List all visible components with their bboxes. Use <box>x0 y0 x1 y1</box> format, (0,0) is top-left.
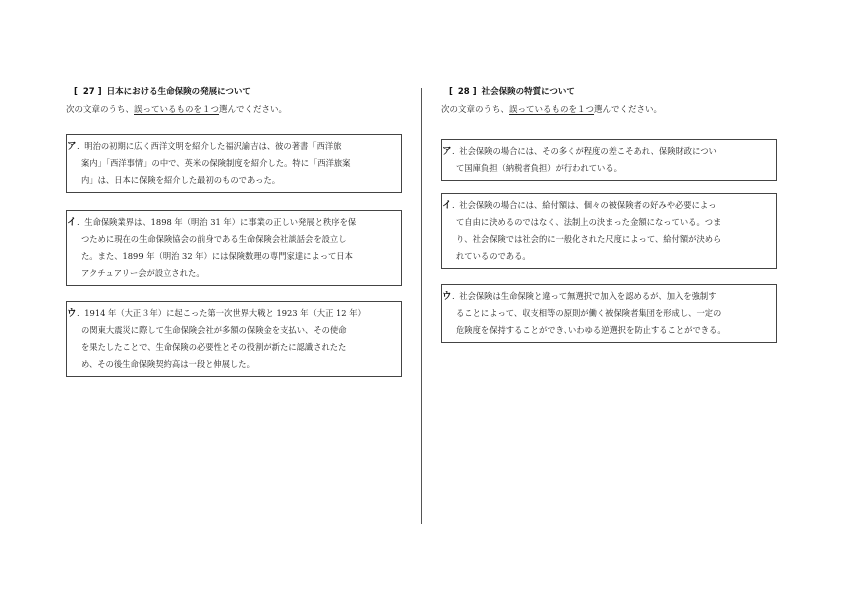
choice-u-box[interactable]: ウ. 1914 年（大正３年）に起こった第一次世界大戦と 1923 年（大正 12 年） の関東大震災に際して生命保険会社が多額の保険金を支払い、その使命 を果たしたことで、生命保険の必要性とその役割が新たに認識されたた め、その後生命保険契約高は一段と伸展した。 <box>66 301 402 377</box>
choice-line: て自由に決めるのではなく、法制上の決まった金額になっている。つま <box>456 217 722 227</box>
question-title-text: 日本における生命保険の発展について <box>106 87 251 97</box>
choice-line: た。また、1899 年（明治 32 年）には保険数理の専門家達によって日本 <box>81 251 353 261</box>
choice-line: の関東大震災に際して生命保険会社が多額の保険金を支払い、その使命 <box>81 325 347 335</box>
choice-label: ウ <box>67 308 77 319</box>
instruction-before: 次の文章のうち、 <box>66 105 135 115</box>
choice-label: ア <box>442 146 452 157</box>
question-number: 28 <box>457 87 470 97</box>
left-question-column <box>66 0 404 596</box>
bracket-open: [ <box>74 87 78 97</box>
bracket-close: ] <box>472 87 477 97</box>
choice-a-box[interactable]: ア. 社会保険の場合には、その多くが程度の差こそあれ、保険財政につい て国庫負担（納税者負担）が行われている。 <box>441 139 777 181</box>
question-27-title <box>74 85 251 97</box>
choice-label: イ <box>442 200 452 211</box>
choice-line: れているのである。 <box>456 251 531 261</box>
choice-line: て国庫負担（納税者負担）が行われている。 <box>456 163 622 173</box>
choice-line: 生命保険業界は、1898 年（明治 31 年）に事業の正しい発展と秩序を保 <box>84 217 357 227</box>
question-28-instruction <box>441 103 662 115</box>
instruction-after: 選んでください。 <box>594 105 663 115</box>
column-divider <box>421 88 422 524</box>
right-question-column <box>441 0 779 596</box>
choice-label: ウ <box>442 291 452 302</box>
choice-line: 社会保険の場合には、その多くが程度の差こそあれ、保険財政につい <box>459 146 717 156</box>
choice-line: を果たしたことで、生命保険の必要性とその役割が新たに認識されたた <box>81 342 347 352</box>
choice-i-box[interactable]: イ. 社会保険の場合には、給付額は、個々の被保険者の好みや必要によっ て自由に決めるのではなく、法制上の決まった金額になっている。つま り、社会保険では社会的に一般化された尺度によって、給付額が決めら れているのである。 <box>441 193 777 269</box>
choice-a-box[interactable]: ア. 明治の初期に広く西洋文明を紹介した福沢諭吉は、彼の著書「西洋旅 案内」「西洋事情」の中で、英米の保険制度を紹介した。特に「西洋旅案 内」は、日本に保険を紹介した最初のものであった。 <box>66 134 402 193</box>
instruction-before: 次の文章のうち、 <box>441 105 510 115</box>
choice-line: つために現在の生命保険協会の前身である生命保険会社談話会を設立し <box>81 234 347 244</box>
question-27-instruction <box>66 103 287 115</box>
question-28-title <box>449 85 575 97</box>
question-number: 27 <box>82 87 95 97</box>
choice-line: 内」は、日本に保険を紹介した最初のものであった。 <box>81 175 281 185</box>
choice-line: 社会保険の場合には、給付額は、個々の被保険者の好みや必要によっ <box>459 200 717 210</box>
choice-line: 社会保険は生命保険と違って無選択で加入を認めるが、加入を強制す <box>459 291 717 301</box>
instruction-emphasis: 誤っているものを１つ <box>509 105 595 115</box>
choice-line: 案内」「西洋事情」の中で、英米の保険制度を紹介した。特に「西洋旅案 <box>81 158 351 168</box>
choice-u-box[interactable]: ウ. 社会保険は生命保険と違って無選択で加入を認めるが、加入を強制す ることによって、収支相等の原則が働く被保険者集団を形成し、一定の 危険度を保持することができ､いわゆる逆選択を防止することができる。 <box>441 284 777 343</box>
choice-line: め、その後生命保険契約高は一段と伸展した。 <box>81 359 255 369</box>
question-title-text: 社会保険の特質について <box>481 87 575 97</box>
choice-label: イ <box>67 217 77 228</box>
choice-line: り、社会保険では社会的に一般化された尺度によって、給付額が決めら <box>456 234 722 244</box>
instruction-emphasis: 誤っているものを１つ <box>134 105 220 115</box>
choice-i-box[interactable]: イ. 生命保険業界は、1898 年（明治 31 年）に事業の正しい発展と秩序を保 つために現在の生命保険協会の前身である生命保険会社談話会を設立し た。また、1899 年（明治 32 年）には保険数理の専門家達によって日本 アクチュアリー会が設立された。 <box>66 210 402 286</box>
bracket-open: [ <box>449 87 453 97</box>
choice-line: ることによって、収支相等の原則が働く被保険者集団を形成し、一定の <box>456 308 722 318</box>
choice-line: 1914 年（大正３年）に起こった第一次世界大戦と 1923 年（大正 12 年） <box>84 308 366 318</box>
choice-label: ア <box>67 141 77 152</box>
choice-line: 明治の初期に広く西洋文明を紹介した福沢諭吉は、彼の著書「西洋旅 <box>84 141 342 151</box>
instruction-after: 選んでください。 <box>219 105 288 115</box>
bracket-close: ] <box>97 87 102 97</box>
choice-line: アクチュアリー会が設立された。 <box>81 268 205 278</box>
choice-line: 危険度を保持することができ､いわゆる逆選択を防止することができる。 <box>456 325 726 335</box>
